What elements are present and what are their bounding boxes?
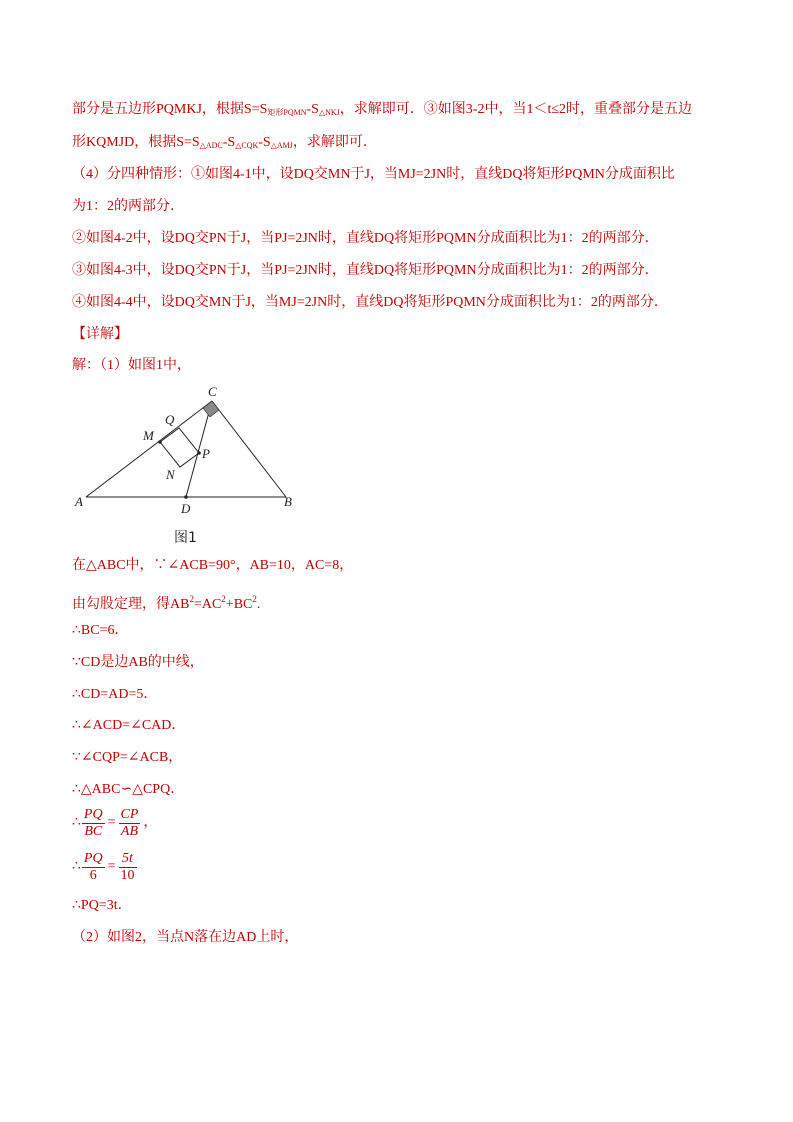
subscript: 矩形PQMN bbox=[267, 108, 307, 117]
solution-step-5: ∴CD=AD=5． bbox=[72, 687, 158, 702]
right-angle-mark bbox=[203, 401, 219, 417]
point-m-dot bbox=[158, 440, 162, 444]
superscript: 2 bbox=[221, 594, 226, 604]
equals-sign: = bbox=[107, 815, 116, 830]
solution-step-7: ∵∠CQP=∠ACB， bbox=[72, 750, 183, 765]
denominator: BC bbox=[84, 823, 103, 839]
step-2-text-d: . bbox=[256, 597, 261, 612]
solution-step-3: ∴BC=6． bbox=[72, 623, 129, 638]
solution-step-1: 在△ABC中，∵∠ACB=90°，AB=10，AC=8， bbox=[72, 558, 354, 573]
step-2-text-a: 由勾股定理，得AB bbox=[72, 597, 190, 612]
equals-sign: = bbox=[107, 859, 116, 874]
analysis-line-6: ③如图4-3中，设DQ交PN于J，当PJ=2JN时，直线DQ将矩形PQMN分成面积比为1：2的两部分． bbox=[72, 263, 659, 278]
solution-step-9-proportion bbox=[72, 806, 159, 840]
analysis-line-2-text-b: -S bbox=[222, 135, 236, 150]
subscript: △CQK bbox=[235, 141, 259, 150]
analysis-line-1 bbox=[72, 101, 692, 122]
figure-1-caption: 图1 bbox=[174, 530, 197, 546]
label-n: N bbox=[166, 467, 175, 482]
fraction-pq-over-bc bbox=[82, 807, 105, 840]
therefore-symbol: ∴ bbox=[72, 815, 81, 830]
superscript: 2 bbox=[189, 594, 194, 604]
label-c: C bbox=[208, 384, 217, 399]
analysis-line-1-text-b: -S bbox=[306, 102, 319, 117]
label-b: B bbox=[284, 494, 292, 509]
analysis-line-5: ②如图4-2中，设DQ交PN于J，当PJ=2JN时，直线DQ将矩形PQMN分成面积比为1：2的两部分． bbox=[72, 231, 659, 246]
detail-heading: 【详解】 bbox=[72, 326, 128, 342]
subscript: △ADC bbox=[199, 141, 223, 150]
analysis-line-1-text-c: ，求解即可．③如图3-2中，当1＜t≤2时，重叠部分是五边 bbox=[339, 102, 693, 117]
therefore-symbol: ∴ bbox=[72, 859, 81, 874]
numerator: CP bbox=[120, 806, 139, 822]
numerator: 5t bbox=[119, 851, 137, 868]
point-d-dot bbox=[184, 495, 188, 499]
analysis-line-7: ④如图4-4中，设DQ交MN于J，当MJ=2JN时，直线DQ将矩形PQMN分成面积比为1：2的两部分． bbox=[72, 295, 668, 310]
point-p-dot bbox=[197, 451, 201, 455]
comma: ， bbox=[143, 815, 158, 830]
numerator: PQ bbox=[83, 806, 103, 822]
solution-step-8: ∴△ABC∽△CPQ． bbox=[72, 782, 185, 797]
analysis-line-4: 为1：2的两部分． bbox=[72, 199, 184, 214]
segment-ac bbox=[86, 401, 212, 497]
step-2-text-b: =AC bbox=[193, 597, 222, 612]
analysis-line-1-text-a: 部分是五边形PQMKJ，根据S=S bbox=[72, 102, 268, 117]
rectangle-pqmn bbox=[160, 428, 199, 467]
analysis-line-2-text-a: 形KQMJD，根据S=S bbox=[72, 135, 200, 150]
label-p: P bbox=[202, 446, 210, 461]
segment-bc bbox=[212, 401, 286, 497]
solution-step-6: ∴∠ACD=∠CAD． bbox=[72, 718, 186, 733]
solution-step-10-proportion bbox=[72, 850, 138, 884]
numerator: PQ bbox=[83, 850, 103, 866]
label-q: Q bbox=[165, 412, 175, 427]
analysis-line-2-text-c: -S bbox=[258, 135, 271, 150]
fraction-pq-over-6 bbox=[82, 851, 105, 884]
denominator: 6 bbox=[89, 867, 97, 883]
label-d: D bbox=[181, 501, 191, 516]
subscript: △NKJ bbox=[318, 108, 340, 117]
label-m: M bbox=[143, 428, 154, 443]
analysis-line-2 bbox=[72, 134, 377, 155]
superscript: 2 bbox=[252, 594, 257, 604]
denominator: 10 bbox=[120, 867, 135, 883]
analysis-line-3: （4）分四种情形：①如图4-1中，设DQ交MN于J，当MJ=2JN时，直线DQ将矩形PQMN分成面积比 bbox=[72, 167, 675, 182]
solution-intro: 解：（1）如图1中， bbox=[72, 358, 191, 373]
denominator: AB bbox=[120, 823, 138, 839]
step-2-text-c: +BC bbox=[225, 597, 253, 612]
figure-1-triangle-diagram bbox=[72, 380, 312, 520]
solution-step-11: ∴PQ=3t． bbox=[72, 898, 132, 913]
solution-step-12: （2）如图2，当点N落在边AD上时， bbox=[72, 930, 299, 945]
label-a: A bbox=[75, 494, 83, 509]
solution-step-4: ∵CD是边AB的中线， bbox=[72, 655, 204, 670]
solution-step-2 bbox=[72, 590, 260, 614]
fraction-cp-over-ab bbox=[119, 807, 141, 840]
fraction-5t-over-10 bbox=[119, 851, 137, 884]
subscript: △AMJ bbox=[270, 141, 293, 150]
analysis-line-2-text-d: ，求解即可． bbox=[292, 135, 377, 150]
